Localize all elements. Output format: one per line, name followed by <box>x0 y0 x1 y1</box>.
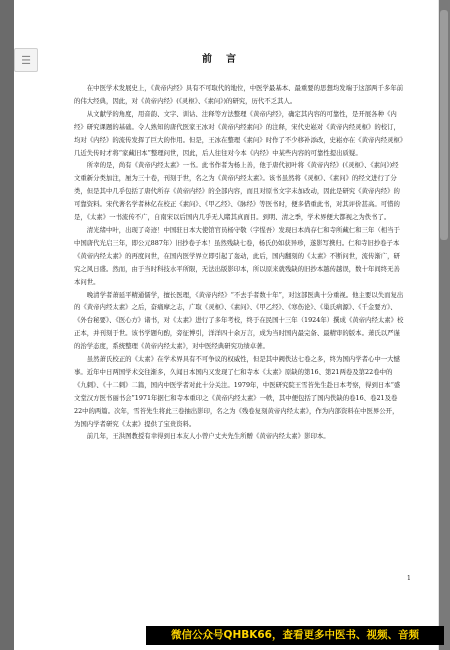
paragraph: 虽然萧氏校正的《太素》在学术界具有不可争议的权威性，但是其中阙佚达七卷之多，终为国内学者心中一大憾事。近年中日两国学术交往渐多，久闻日本国内又发现了仁和寺本《太素》原缺的第16、第21两卷及第22卷中的《九刺》、《十二刺》二篇，国内中医学者对此十分关注。1979年，中医研究院王雪苔先生赴日本考察，得到日本“盛文堂汉方医书丽书会”1971年据仁和寺本重印之《黄帝内经太素》一帙，其中便包括了国内佚缺的卷16、卷21及卷22中的两篇。次年，雪苔先生将此三卷抽出影印，名之为《残卷复刻黄帝内经太素》，作为内部资料在中医界公开，为国内学者研究《太素》提供了宝贵资料。 <box>74 355 401 428</box>
scrollbar-thumb[interactable] <box>440 10 448 240</box>
page-body <box>74 82 404 443</box>
document-page <box>14 0 438 650</box>
page-number: 1 <box>407 575 411 582</box>
page-title: 前言 <box>202 54 250 65</box>
paragraph: 从文献学的角度，用音韵、文字、训诂、注释等方法整理《黄帝内经》，确定其内容的可靠性，是开展各种《内经》研究课题的基础。令人熟知的唐代医家王冰对《黄帝内经素问》的注释，宋代史崧对《黄帝内经灵枢》的校订，均对《内经》的流传发挥了巨大的作用。但是，王冰在整理《素问》时作了不少移补添改，史崧亦在《黄帝内经灵枢》几近失传时才将“家藏旧本”整理问世，因此，后人往往对今本《内经》中某些内容的可靠性提出质疑。 <box>74 109 404 157</box>
paragraph: 清光绪中叶，出现了奇迹！中国驻日本大使馆官员杨守敬（字惺吾）发现日本尚存仁和寺所藏仁和三年（相当于中国唐代光启三年，即公元887年）旧抄卷子本！虽然残缺七卷，杨氏仍如获异珍，遂影写携归。仁和寺旧抄卷子本《黄帝内经太素》的再度问世，在国内医学界立即引起了轰动，此后，国内翻刻的《太素》不断问世，流传渐广，研究之风日盛。然而，由于当时科技水平所限，无法出版影印本，所以原来就残缺的旧抄本越传越误，数十年间终无善本问世。 <box>74 225 400 286</box>
paragraph: 在中医学术发展史上，《黄帝内经》具有不可取代的地位，中医学最基本、最重要的思想均发端于这部两千多年前的伟大经典，因此，对《黄帝内经》(《灵枢》、《素问》)的研究，历代不乏其人。 <box>74 84 404 105</box>
bookmark-icon[interactable]: ☰ <box>14 48 38 72</box>
paragraph: 晚清学者萧延平精通儒学，擅长医理，《黄帝内经》“不去手者数十年”，对这部医典十分重视。他主要以失而复出的《黄帝内经太素》之后，奋痛摩之志，广取《灵枢》、《素问》、《甲乙经》、《寒伤论》、《巢氏病源》、《千金要方》、《外台秘要》、《医心方》诸书，对《太素》进行了多年考校，终于在民国十三年（1924年）撰成《黄帝内经太素》校正本，并刊刻于世。该书学题句酌，旁征博引，洋洋四十余万言，成为当时国内最完备、最精审的版本。萧氏以严谨的治学态度，系统整理《黄帝内经太素》，对中医经典研究功绩卓著。 <box>74 290 404 351</box>
watermark-banner: 微信公众号QHBK66，查看更多中医书、视频、音频 <box>146 626 444 645</box>
paragraph: 前几年，王洪图教授有幸得到日本友人小曾户丈夫先生所赠《黄帝内经太素》影印本。 <box>86 432 330 441</box>
paragraph: 所幸的是，尚有《黄帝内经太素》一书。此书作者为杨上善，他于唐代初叶将《黄帝内经》(《灵枢》、《素问》)经文重新分类加注，厘为三十卷，刊刻于世，名之为《黄帝内经太素》。该书虽然将《灵枢》、《素问》的经文进行了分类，但是其中几乎包括了唐代所存《黄帝内经》的全部内容，而且对原书文字未加改动，因此是研究《黄帝内经》的可靠资料。宋代著名学者林亿在校正《素问》、《甲乙经》、《脉经》等医书时，便多借重此书，对其评价甚高。可惜的是，《太素》一书流传不广，自南宋以后国内几乎无人睹其真面目。到明、清之季，学术界便大都视之为佚书了。 <box>74 161 400 222</box>
